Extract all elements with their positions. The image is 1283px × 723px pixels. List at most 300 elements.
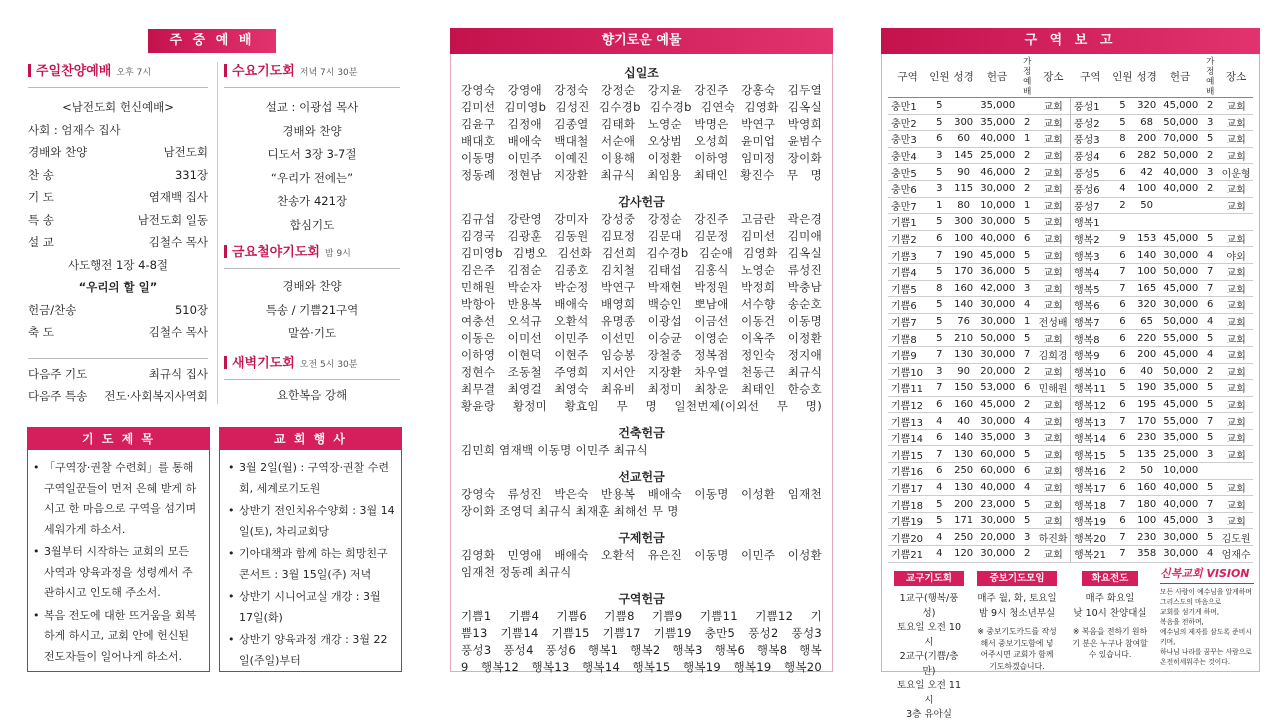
report-cell: 교회 <box>1219 230 1253 247</box>
report-cell: 50,000 <box>1159 363 1201 380</box>
sunday-order-row <box>28 321 208 344</box>
report-cell: 36,000 <box>976 263 1018 280</box>
report-cell: 50 <box>1135 197 1159 214</box>
report-row <box>888 313 1253 330</box>
report-cell: 1 <box>1018 197 1036 214</box>
church-event-item: • 3월 2일(월) : 구역장·권찰 수련회, 세계로기도원 <box>228 458 397 499</box>
report-cell: 45,000 <box>1159 230 1201 247</box>
offering-names-line: 기쁨1 기쁨4 기쁨6 기쁨8 기쁨9 기쁨11 기쁨12 기 <box>461 609 822 623</box>
report-cell: 7 <box>1110 280 1134 297</box>
report-cell: 140 <box>1135 247 1159 264</box>
report-cell: 30,000 <box>976 512 1018 529</box>
report-cell: 2 <box>1018 396 1036 413</box>
offering-names-line: 강영숙 강영애 강정숙 강정순 강지윤 강진주 강홍숙 김두열 <box>461 83 822 97</box>
report-cell: 120 <box>952 546 976 563</box>
dawn-prayer-title: 새벽기도회 오전 5시 30분 <box>224 352 400 371</box>
report-cell: 교회 <box>1036 413 1070 430</box>
report-cell: 200 <box>1135 346 1159 363</box>
report-cell: 210 <box>952 330 976 347</box>
report-cell: 풍성3 <box>1070 131 1110 148</box>
report-cell: 1 <box>1018 313 1036 330</box>
report-cell: 기쁨2 <box>888 230 927 247</box>
tuesday-evangelism-line: 낮 10시 찬양대실 <box>1073 607 1147 619</box>
report-cell: 7 <box>927 346 951 363</box>
report-cell: 행복12 <box>1070 396 1110 413</box>
report-cell: 100 <box>1135 263 1159 280</box>
report-cell: 40,000 <box>976 131 1018 148</box>
report-cell: 6 <box>927 396 951 413</box>
report-row <box>888 380 1253 397</box>
next-week-row <box>28 385 208 408</box>
sunday-order-row <box>28 209 208 232</box>
report-cell: 45,000 <box>976 396 1018 413</box>
report-cell: 행복1 <box>1070 214 1110 231</box>
report-cell <box>1135 214 1159 231</box>
report-cell: 행복2 <box>1070 230 1110 247</box>
offering-names-line: 김민희 염재백 이동명 이민주 최규식 <box>461 443 648 457</box>
report-cell: 행복19 <box>1070 512 1110 529</box>
wednesday-prayer-title: 수요기도회 저녁 7시 30분 <box>224 60 400 79</box>
report-row <box>888 346 1253 363</box>
offering-names-line: 9 행복12 행복13 행복14 행복15 행복19 행복19 행복20 <box>461 660 822 674</box>
report-cell: 기쁨6 <box>888 297 927 314</box>
report-col-header: 장소 <box>1036 57 1070 98</box>
report-cell: 30,000 <box>1159 247 1201 264</box>
report-cell: 100 <box>1135 512 1159 529</box>
report-cell <box>1219 463 1253 480</box>
report-cell: 160 <box>952 280 976 297</box>
report-cell: 53,000 <box>976 380 1018 397</box>
report-row <box>888 180 1253 197</box>
report-cell: 기쁨13 <box>888 413 927 430</box>
report-cell: 2 <box>1201 363 1219 380</box>
report-cell: 2 <box>1018 164 1036 181</box>
report-row <box>888 98 1253 115</box>
report-row <box>888 396 1253 413</box>
report-cell: 6 <box>1110 429 1134 446</box>
report-cell: 교회 <box>1219 346 1253 363</box>
offering-group-title: 구역헌금 <box>618 592 665 606</box>
friday-line: 경배와 찬양 <box>282 279 342 293</box>
district-prayer-title: 교구기도회 <box>894 571 964 586</box>
report-cell: 5 <box>1201 479 1219 496</box>
offering-names-line: 정동례 정현남 지장환 최규식 최임용 최태인 황진수 무 명 <box>461 168 822 182</box>
sunday-order-value: 510장 <box>174 302 208 317</box>
report-cell: 200 <box>1135 131 1159 148</box>
report-cell: 기쁨16 <box>888 463 927 480</box>
report-cell: 30,000 <box>976 180 1018 197</box>
report-cell: 교회 <box>1036 214 1070 231</box>
report-cell: 4 <box>1201 247 1219 264</box>
district-prayer-line: 토요일 오전 10시 <box>896 622 961 648</box>
report-cell: 170 <box>1135 413 1159 430</box>
report-cell: 기쁨18 <box>888 496 927 513</box>
report-cell: 김도원 <box>1219 529 1253 546</box>
offering-names-line: 풍성3 풍성4 풍성6 행복1 행복2 행복3 행복6 행복8 행복 <box>461 643 822 657</box>
report-cell: 6 <box>1018 463 1036 480</box>
report-cell: 행복18 <box>1070 496 1110 513</box>
report-cell: 4 <box>927 546 951 563</box>
report-row <box>888 363 1253 380</box>
sunday-sermon-title: “우리의 할 일” <box>78 280 158 294</box>
report-col-header: 인원 <box>1110 57 1134 98</box>
sunday-order-label: 특 송 <box>28 212 54 227</box>
report-cell: 8 <box>1110 131 1134 148</box>
sunday-scripture: 사도행전 1장 4-8절 <box>67 257 169 272</box>
report-cell: 충만2 <box>888 114 927 131</box>
report-cell: 40,000 <box>1159 180 1201 197</box>
report-cell: 4 <box>1110 180 1134 197</box>
dawn-prayer-section <box>224 352 400 408</box>
offering-header: 향기로운 예물 <box>450 28 833 54</box>
report-cell: 42 <box>1135 164 1159 181</box>
report-cell: 5 <box>1201 380 1219 397</box>
tuesday-evangelism-note: ※ 복음을 전하기 원하기 분은 누구나 참여할 수 있습니다. <box>1072 627 1148 659</box>
report-cell: 교회 <box>1219 330 1253 347</box>
report-row <box>888 446 1253 463</box>
church-event-item: • 기아대책과 함께 하는 희망친구 콘서트 : 3월 15일(주) 저녁 <box>228 544 397 585</box>
report-cell: 40,000 <box>1159 479 1201 496</box>
report-cell: 행복9 <box>1070 346 1110 363</box>
report-cell: 행복21 <box>1070 546 1110 563</box>
vision-line: 모든 사람이 예수님을 알게하며 <box>1160 588 1252 596</box>
report-cell: 320 <box>1135 98 1159 115</box>
report-cell: 40,000 <box>1159 164 1201 181</box>
report-cell: 교회 <box>1219 496 1253 513</box>
report-cell: 이운형 <box>1219 164 1253 181</box>
report-col-header: 성경 <box>1135 57 1159 98</box>
report-cell: 교회 <box>1036 114 1070 131</box>
report-cell: 교회 <box>1036 131 1070 148</box>
friday-line: 특송 / 기쁨21구역 <box>265 302 359 317</box>
report-cell: 충만4 <box>888 147 927 164</box>
vision-line: 복음을 전하며, <box>1160 618 1204 626</box>
report-cell: 7 <box>927 446 951 463</box>
report-cell: 70,000 <box>1159 131 1201 148</box>
report-cell: 115 <box>952 180 976 197</box>
report-cell: 5 <box>1110 380 1134 397</box>
report-cell: 6 <box>1201 297 1219 314</box>
report-cell: 2 <box>1018 546 1036 563</box>
report-cell: 165 <box>1135 280 1159 297</box>
offering-group-title: 선교헌금 <box>618 470 665 484</box>
report-cell: 풍성1 <box>1070 98 1110 115</box>
report-cell: 45,000 <box>1159 346 1201 363</box>
report-cell: 2 <box>1018 147 1036 164</box>
report-cell: 행복3 <box>1070 247 1110 264</box>
report-cell <box>1201 197 1219 214</box>
report-cell: 5 <box>1201 131 1219 148</box>
report-row <box>888 463 1253 480</box>
offering-names-line: 강영숙 류성진 박은숙 반용복 배애숙 이동명 이성환 임재천 <box>461 487 822 501</box>
report-cell: 200 <box>952 496 976 513</box>
report-cell: 5 <box>927 330 951 347</box>
report-cell: 6 <box>1110 164 1134 181</box>
offering-panel <box>450 28 833 672</box>
district-report-header: 구 역 보 고 <box>881 28 1260 54</box>
report-cell: 교회 <box>1219 363 1253 380</box>
report-cell: 풍성2 <box>1070 114 1110 131</box>
report-row <box>888 230 1253 247</box>
offering-names-line: 이동명 이민주 이예진 이용해 이정환 이하영 임미정 장이화 <box>461 151 822 165</box>
report-cell: 23,000 <box>976 496 1018 513</box>
vision-title: 신복교회 VISION <box>1160 567 1250 580</box>
report-col-header: 장소 <box>1219 57 1253 98</box>
offering-names-line: 김영화 민영애 배애숙 오환석 유은진 이동명 이민주 이성환 <box>461 548 822 562</box>
report-cell: 5 <box>1018 247 1036 264</box>
report-cell: 60,000 <box>976 446 1018 463</box>
report-cell: 40,000 <box>976 479 1018 496</box>
offering-names-line: 김은주 김점순 김종호 김치철 김태섭 김홍식 노영순 류성진 <box>461 263 822 277</box>
report-col-header: 구역 <box>1070 57 1110 98</box>
report-cell: 교회 <box>1036 330 1070 347</box>
report-cell: 행복4 <box>1070 263 1110 280</box>
report-cell: 7 <box>1018 346 1036 363</box>
offering-names-line: 김미영b 김병오 김선화 김선희 김수경b 김순애 김영화 김옥실 <box>461 246 822 260</box>
offering-names-line: 박항아 반용복 배애숙 배영희 백승인 뽀남애 서수향 송순호 <box>461 297 822 311</box>
next-week-value: 최규식 집사 <box>148 366 208 381</box>
report-cell: 6 <box>1110 330 1134 347</box>
offering-group-title: 감사헌금 <box>618 195 665 209</box>
report-cell: 기쁨8 <box>888 330 927 347</box>
report-cell: 기쁨9 <box>888 346 927 363</box>
report-cell: 1 <box>1018 131 1036 148</box>
report-cell: 행복5 <box>1070 280 1110 297</box>
report-cell: 180 <box>1135 496 1159 513</box>
report-cell: 4 <box>1018 413 1036 430</box>
sunday-order-label: 설 교 <box>28 235 54 250</box>
report-cell: 2 <box>1018 114 1036 131</box>
offering-names-line: 배대호 배애숙 백대철 서순애 오상범 오성희 윤미업 윤범수 <box>461 134 822 148</box>
report-row <box>888 546 1253 563</box>
offering-names-line: 최무결 최영걸 최영숙 최유비 최정미 최창운 최태인 한승호 <box>461 382 822 396</box>
report-cell: 5 <box>1018 214 1036 231</box>
report-cell: 기쁨5 <box>888 280 927 297</box>
report-cell <box>1018 98 1036 115</box>
report-row <box>888 164 1253 181</box>
report-row <box>888 214 1253 231</box>
report-cell: 60 <box>952 131 976 148</box>
report-cell: 1 <box>927 197 951 214</box>
report-row <box>888 280 1253 297</box>
offering-names-line: 임재천 정동례 최규식 <box>461 565 572 579</box>
report-cell: 2 <box>1201 180 1219 197</box>
offering-names-line: 김규섭 강란영 강미자 강성중 강정순 강진주 고금란 곽은경 <box>461 212 822 226</box>
report-cell: 5 <box>1018 330 1036 347</box>
report-col-header: 성경 <box>952 57 976 98</box>
report-row <box>888 479 1253 496</box>
report-cell: 교회 <box>1036 98 1070 115</box>
report-cell: 90 <box>952 363 976 380</box>
district-prayer-line: 1교구(행복/풍성) <box>899 593 959 619</box>
vision-line: 온전히세워주는 것이다. <box>1160 658 1230 666</box>
sunday-order-row <box>28 119 208 142</box>
report-col-header: 가정예배 <box>1201 57 1219 98</box>
wednesday-line: 합심기도 <box>289 217 335 232</box>
report-row <box>888 131 1253 148</box>
tuesday-evangelism-line: 매주 화요일 <box>1085 593 1135 604</box>
report-cell: 교회 <box>1036 479 1070 496</box>
report-cell: 교회 <box>1219 413 1253 430</box>
report-cell: 4 <box>927 413 951 430</box>
report-cell: 5 <box>927 214 951 231</box>
report-cell: 45,000 <box>1159 396 1201 413</box>
report-cell: 교회 <box>1036 247 1070 264</box>
report-cell: 50,000 <box>1159 263 1201 280</box>
report-cell: 8 <box>927 280 951 297</box>
report-cell: 3 <box>1201 512 1219 529</box>
report-cell: 충만3 <box>888 131 927 148</box>
sunday-order-label: 경배와 찬양 <box>28 145 88 160</box>
report-cell: 30,000 <box>976 546 1018 563</box>
report-cell: 7 <box>1110 413 1134 430</box>
report-cell: 교회 <box>1219 429 1253 446</box>
report-row <box>888 297 1253 314</box>
intercession-note: ※ 중보기도카드를 작성해서 중보기도함에 넣어주시면 교회가 함께 기도하겠습니다. <box>977 627 1057 671</box>
report-cell: 6 <box>927 463 951 480</box>
report-cell: 풍성6 <box>1070 180 1110 197</box>
report-cell: 5 <box>1110 446 1134 463</box>
report-cell: 5 <box>927 313 951 330</box>
report-cell: 교회 <box>1036 546 1070 563</box>
report-cell: 3 <box>927 147 951 164</box>
next-week-value: 전도·사회복지사역회 <box>104 389 208 404</box>
report-cell: 5 <box>927 114 951 131</box>
intercession-block <box>977 571 1057 672</box>
vision-line: 그리스도의 마음으로 <box>1160 598 1222 606</box>
report-cell: 교회 <box>1219 396 1253 413</box>
report-cell: 45,000 <box>976 247 1018 264</box>
report-row <box>888 429 1253 446</box>
sunday-order-label: 헌금/찬송 <box>28 302 77 317</box>
report-cell: 6 <box>1018 380 1036 397</box>
report-cell: 기쁨4 <box>888 263 927 280</box>
report-cell: 55,000 <box>1159 330 1201 347</box>
sunday-subtitle: <남전도회 헌신예배> <box>62 100 174 114</box>
report-cell: 교회 <box>1036 280 1070 297</box>
report-cell: 2 <box>1110 463 1134 480</box>
report-cell: 65 <box>1135 313 1159 330</box>
report-cell: 기쁨7 <box>888 313 927 330</box>
report-cell: 300 <box>952 214 976 231</box>
report-cell: 76 <box>952 313 976 330</box>
vision-line: 예수님의 제자를 삼도록 준비시키며, <box>1160 628 1252 646</box>
report-cell: 20,000 <box>976 529 1018 546</box>
report-row <box>888 512 1253 529</box>
report-cell: 190 <box>1135 380 1159 397</box>
report-cell: 300 <box>952 114 976 131</box>
report-cell: 130 <box>952 346 976 363</box>
report-cell: 5 <box>1110 114 1134 131</box>
sunday-order-value: 염재백 집사 <box>148 190 208 205</box>
offering-names-line: 쁨13 기쁨14 기쁨15 기쁨17 기쁨19 충만5 풍성2 풍성3 <box>461 626 822 640</box>
report-cell: 야외 <box>1219 247 1253 264</box>
report-cell: 35,000 <box>1159 429 1201 446</box>
report-cell: 풍성5 <box>1070 164 1110 181</box>
report-cell: 160 <box>952 396 976 413</box>
prayer-topics-box <box>27 427 210 672</box>
sunday-order-row <box>28 186 208 209</box>
report-cell: 42,000 <box>976 280 1018 297</box>
report-cell: 4 <box>1201 313 1219 330</box>
report-cell: 50,000 <box>1159 313 1201 330</box>
report-cell: 행복11 <box>1070 380 1110 397</box>
report-cell: 6 <box>1110 363 1134 380</box>
report-cell: 기쁨1 <box>888 214 927 231</box>
sunday-order-row <box>28 231 208 254</box>
report-cell: 교회 <box>1036 496 1070 513</box>
prayer-topics-header: 기 도 제 목 <box>28 428 209 450</box>
report-cell: 3 <box>1201 164 1219 181</box>
report-cell: 150 <box>952 380 976 397</box>
report-cell: 교회 <box>1036 463 1070 480</box>
report-row <box>888 114 1253 131</box>
sunday-order-label: 찬 송 <box>28 167 54 182</box>
report-cell: 195 <box>1135 396 1159 413</box>
report-cell: 7 <box>1110 496 1134 513</box>
report-cell: 2 <box>1201 98 1219 115</box>
report-cell: 5 <box>927 496 951 513</box>
report-cell: 25,000 <box>976 147 1018 164</box>
report-cell: 30,000 <box>1159 546 1201 563</box>
offering-names-line: 여충선 오석규 오환석 유명종 이광섭 이금선 이동건 이동명 <box>461 314 822 328</box>
report-cell: 3 <box>1201 114 1219 131</box>
report-cell: 6 <box>1110 396 1134 413</box>
wednesday-line: 경배와 찬양 <box>282 123 342 138</box>
report-cell: 2 <box>1018 363 1036 380</box>
report-cell: 교회 <box>1036 230 1070 247</box>
report-cell: 60,000 <box>976 463 1018 480</box>
report-cell: 35,000 <box>976 114 1018 131</box>
report-cell: 4 <box>1201 546 1219 563</box>
report-cell: 80 <box>952 197 976 214</box>
report-cell: 충만5 <box>888 164 927 181</box>
report-cell: 230 <box>1135 429 1159 446</box>
report-cell: 김희경 <box>1036 346 1070 363</box>
report-cell: 50 <box>1135 463 1159 480</box>
church-event-item: • 상반기 전인치유수양회 : 3월 14일(토), 차리교회당 <box>228 501 397 542</box>
report-cell: 3 <box>1018 429 1036 446</box>
report-cell <box>1159 197 1201 214</box>
report-cell: 교회 <box>1036 180 1070 197</box>
sunday-order-row <box>28 299 208 322</box>
offering-names-line: 이동은 이미선 이민주 이선민 이승균 이영순 이옥주 이정환 <box>461 331 822 345</box>
dawn-line: 요한복음 강해 <box>276 388 348 402</box>
report-cell: 20,000 <box>976 363 1018 380</box>
report-cell <box>1110 214 1134 231</box>
report-cell: 행복16 <box>1070 463 1110 480</box>
report-cell: 하진화 <box>1036 529 1070 546</box>
vision-line: 하나님 나라를 꿈꾸는 사람으로 <box>1160 648 1252 656</box>
report-cell: 기쁨21 <box>888 546 927 563</box>
report-cell: 40 <box>952 413 976 430</box>
report-cell: 100 <box>1135 180 1159 197</box>
report-cell: 교회 <box>1219 147 1253 164</box>
report-cell: 30,000 <box>1159 297 1201 314</box>
report-cell: 5 <box>1110 98 1134 115</box>
report-cell: 기쁨11 <box>888 380 927 397</box>
offering-names-line: 김윤구 김정애 김종열 김태화 노영순 박명은 박연구 박영희 <box>461 117 822 131</box>
report-row <box>888 413 1253 430</box>
district-report-panel <box>881 28 1260 720</box>
intercession-line: 밤 9시 청소년부실 <box>978 607 1056 619</box>
report-cell: 풍성7 <box>1070 197 1110 214</box>
offering-names-line: 정현수 조동철 주영희 지서안 지장환 차우열 천동근 최규식 <box>461 365 822 379</box>
report-cell: 30,000 <box>976 313 1018 330</box>
report-cell: 282 <box>1135 147 1159 164</box>
report-cell: 3 <box>1201 446 1219 463</box>
friday-prayer-section <box>224 241 400 346</box>
